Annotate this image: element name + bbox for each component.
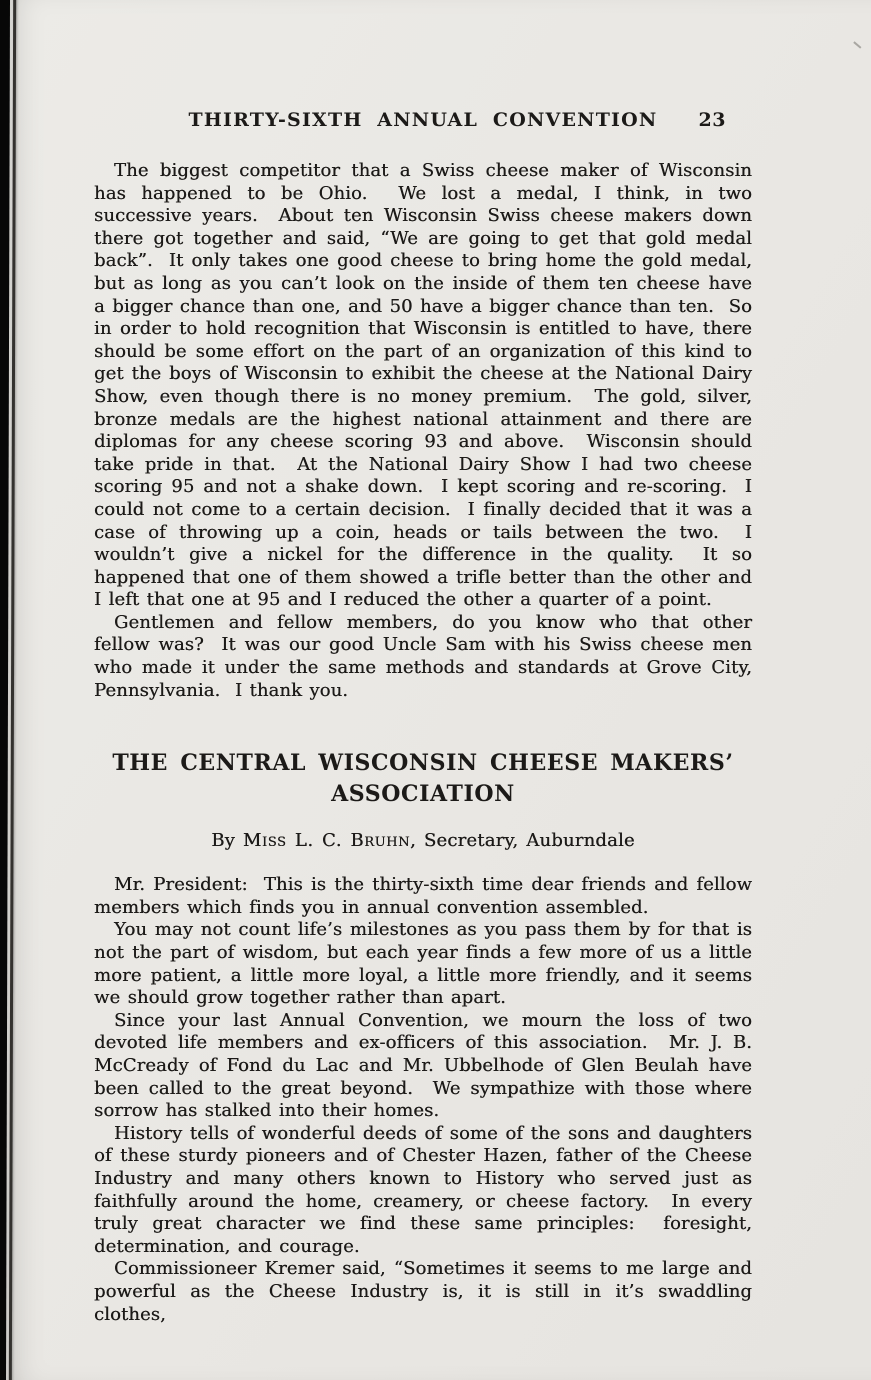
section-heading-line-1: THE CENTRAL WISCONSIN CHEESE MAKERS’ [112, 750, 734, 777]
section-heading-line-2: ASSOCIATION [331, 781, 515, 808]
paragraph-6: History tells of wonderful deeds of some of the sons and daughters of these sturdy pioneers and of Chester Hazen, father of the Cheese Industry and many others known to History who served just as faithfully around the home, creamery, or cheese factory. In every truly great character we find these same principles: foresight, determination, and courage. [94, 1122, 760, 1257]
paragraph-5: Since your last Annual Convention, we mourn the loss of two devoted life members and ex-officers of this association. Mr. J. B. McCready of Fond du Lac and Mr. Ubbelhode of Glen Beulah have been called to the great beyond. We sympathize with those where sorrow has stalked into their homes. [94, 1009, 760, 1122]
page-edge-line [9, 0, 16, 1380]
page-content [94, 0, 760, 1326]
scratch-mark [854, 41, 862, 48]
byline-prefix: By [211, 830, 243, 852]
section-heading [94, 748, 752, 810]
page-number: 23 [698, 109, 726, 131]
address-text [94, 874, 760, 1326]
running-head [94, 108, 752, 132]
paragraph-2: Gentlemen and fellow members, do you know who that other fellow was? It was our good Uncle Sam with his Swiss cheese men who made it under the same methods and standards at Grove City, Pennsylvania. I thank you. [94, 611, 760, 701]
byline-title-city: , Secretary, Auburndale [410, 830, 635, 852]
byline-author-name: Miss L. C. Bruhn [242, 830, 411, 852]
paragraph-3: Mr. President: This is the thirty-sixth time dear friends and fellow members which finds you in annual convention assembled. [94, 874, 760, 918]
paragraph-4: You may not count life’s milestones as you pass them by for that is not the part of wisdom, but each year finds a few more of us a little more patient, a little more loyal, a little more friendly, and it seems we should grow together rather than apart. [94, 919, 760, 1009]
paragraph-7: Commissioneer Kremer said, “Sometimes it seems to me large and powerful as the Cheese Industry is, it is still in it’s swaddling clothes, [94, 1258, 760, 1325]
paragraph-1: The biggest competitor that a Swiss cheese maker of Wisconsin has happened to be Ohio. We lost a medal, I think, in two successive years. About ten Wisconsin Swiss cheese makers down there got together and said, “We are going to get that gold medal back”. It only takes one good cheese to bring home the gold medal, but as long as you can’t look on the inside of them ten cheese have a bigger chance than one, and 50 have a bigger chance than ten. So in order to hold recognition that Wisconsin is entitled to have, there should be some effort on the part of an organization of this kind to get the boys of Wisconsin to exhibit the cheese at the National Dairy Show, even though there is no money premium. The gold, silver, bronze medals are the highest national attainment and there are diplomas for any cheese scoring 93 and above. Wisconsin should take pride in that. At the National Dairy Show I had two cheese scoring 95 and not a shake down. I kept scoring and re-scoring. I could not come to a certain decision. I finally decided that it was a case of throwing up a coin, heads or tails between the two. I wouldn’t give a nickel for the difference in the quality. It so happened that one of them showed a trifle better than the other and I left that one at 95 and I reduced the other a quarter of a point. [94, 160, 760, 611]
byline [94, 830, 752, 851]
speech-text [94, 160, 760, 702]
running-head-title: THIRTY-SIXTH ANNUAL CONVENTION [188, 109, 658, 131]
